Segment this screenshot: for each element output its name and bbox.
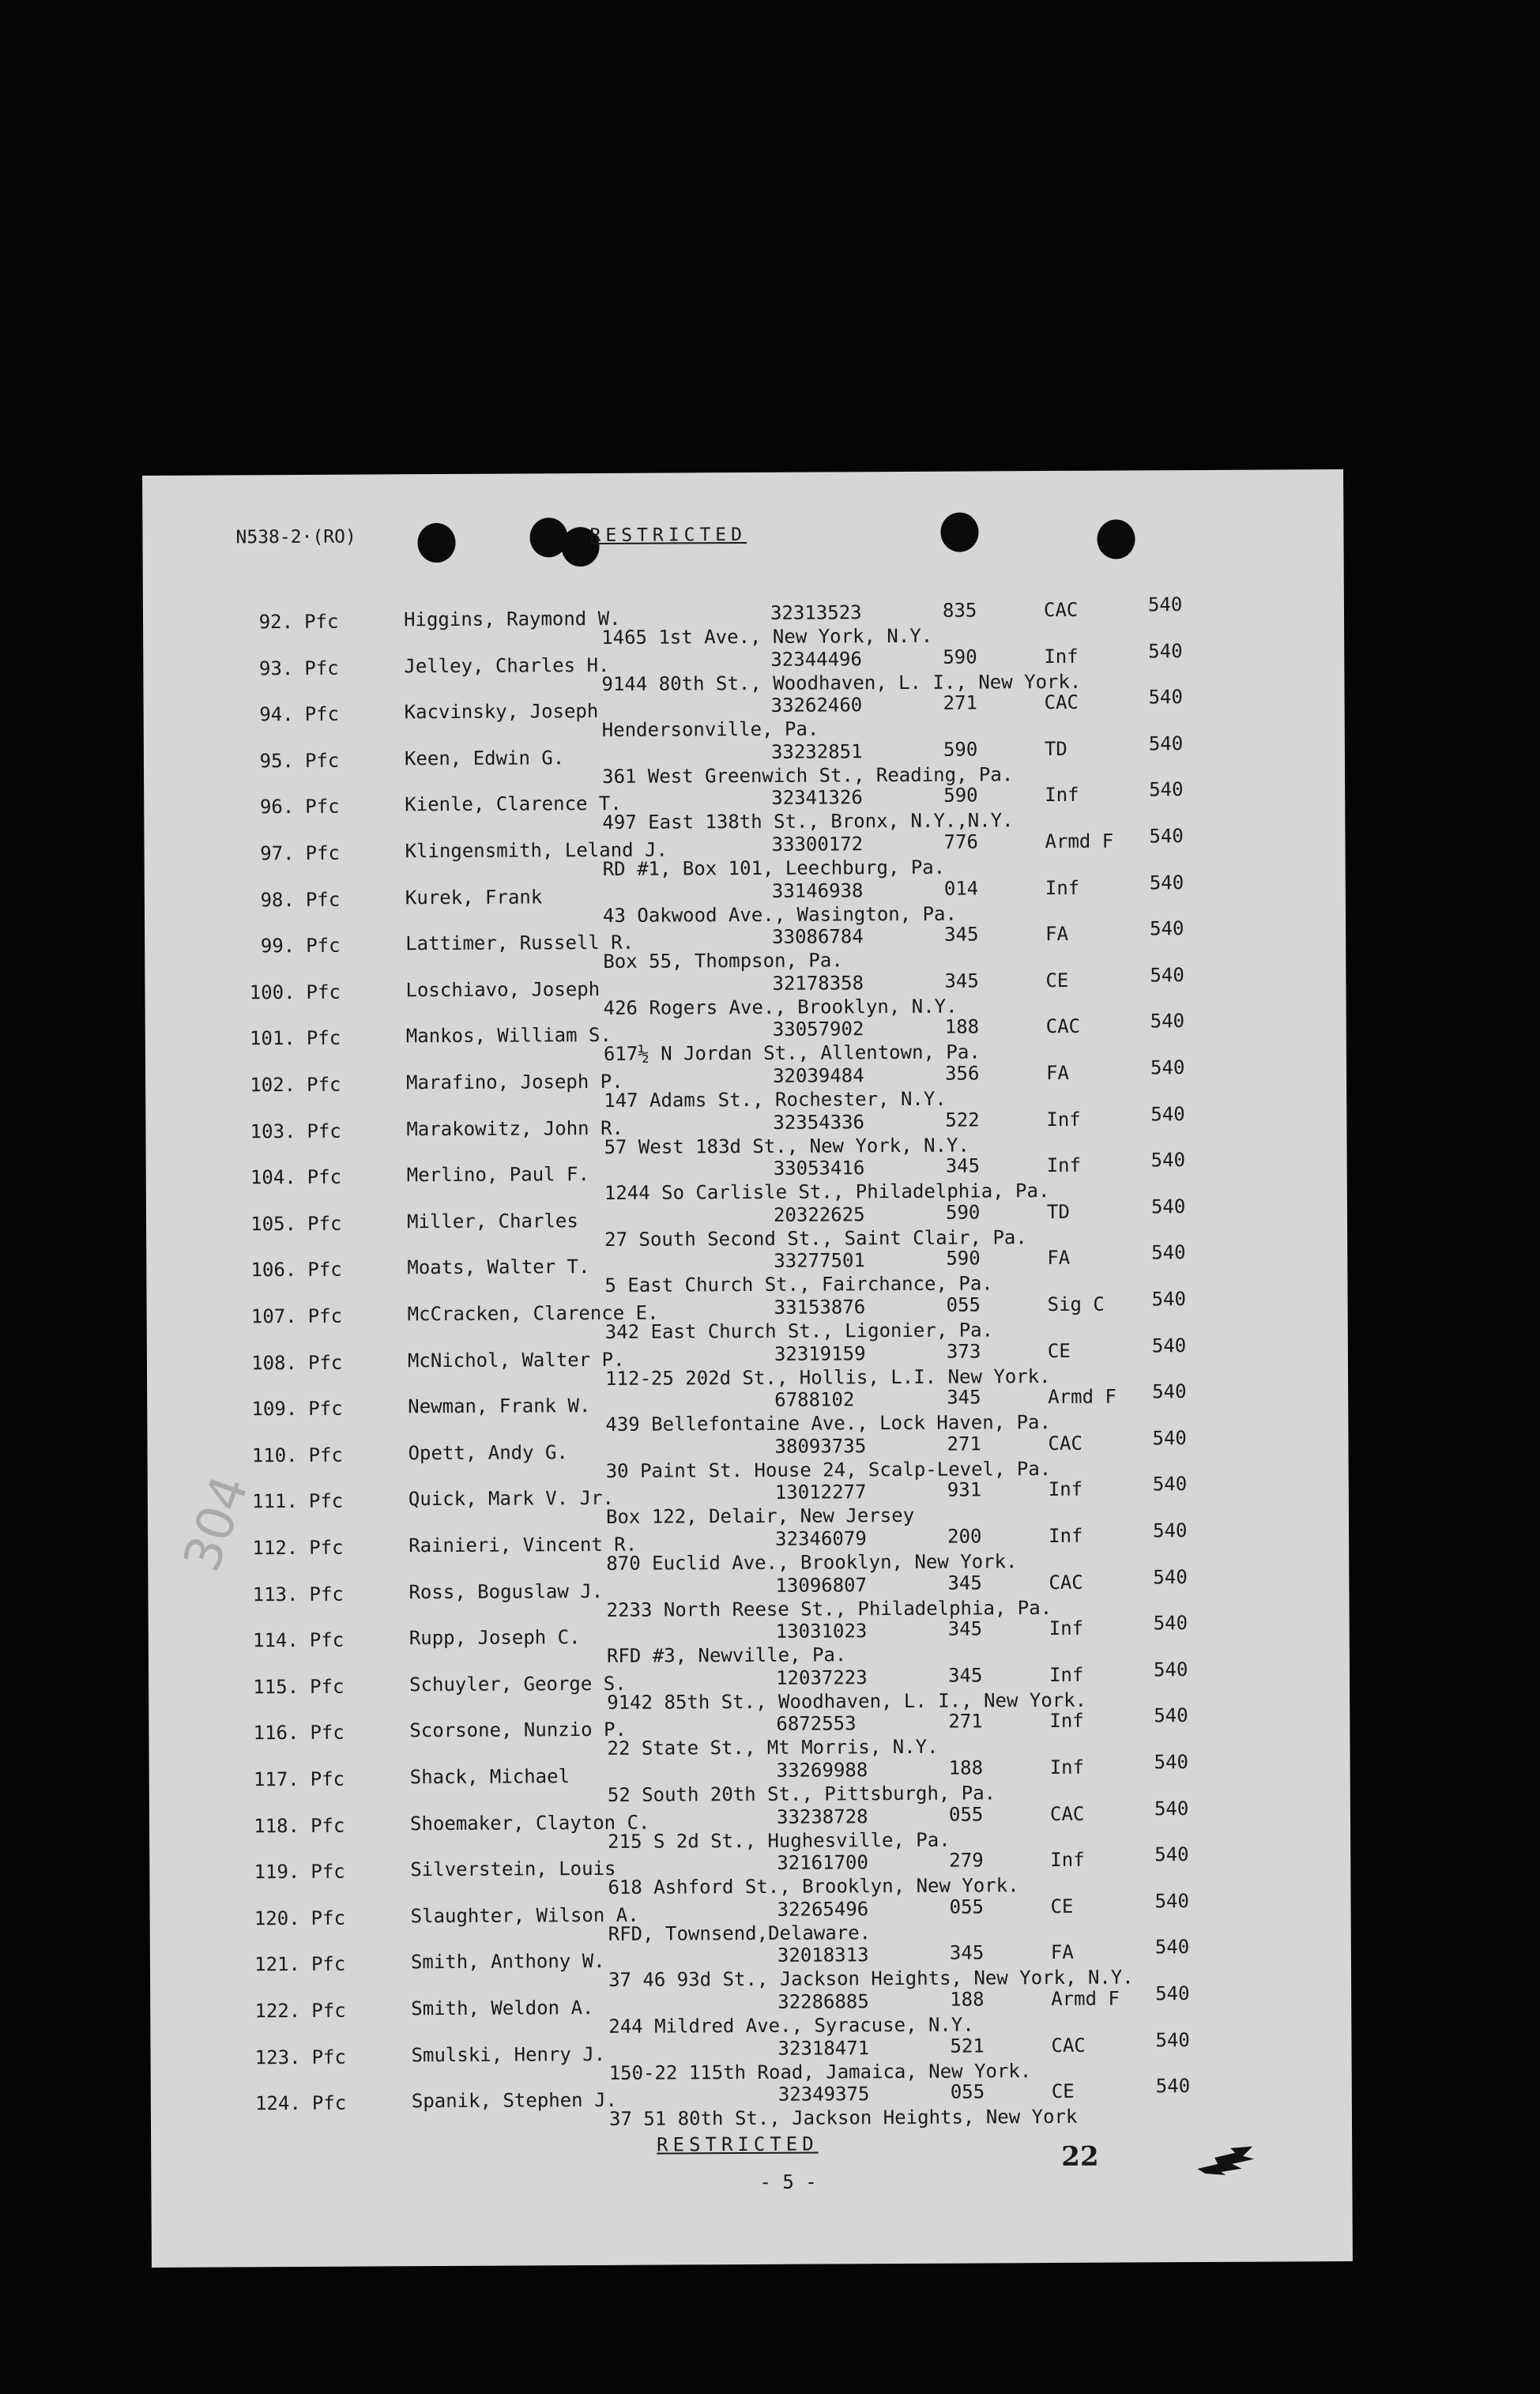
entry-rank: Pfc xyxy=(307,1165,342,1189)
form-number: N538-2·(RO) xyxy=(235,526,356,548)
entry-rank: Pfc xyxy=(311,1907,346,1929)
entry-rank: Pfc xyxy=(309,1628,345,1652)
entry-arm: CE xyxy=(1045,969,1069,992)
entry-mos: 835 xyxy=(942,599,977,622)
entry-arm: Inf xyxy=(1048,1478,1083,1501)
entry-name: Loschiavo, Joseph xyxy=(405,977,601,1002)
entry-address: 27 South Second St., Saint Clair, Pa. xyxy=(604,1225,1027,1251)
entry-arm: Armd F xyxy=(1045,830,1114,853)
entry-mos: 279 xyxy=(949,1849,984,1872)
entry-rank: Pfc xyxy=(307,1259,342,1282)
entry-serial: 33086784 xyxy=(772,925,864,949)
entry-arm: Inf xyxy=(1046,1108,1081,1131)
entry-serial: 32341326 xyxy=(771,786,863,810)
entry-mos: 014 xyxy=(943,877,979,900)
entry-mos: 345 xyxy=(944,923,979,946)
entry-serial: 33262460 xyxy=(770,694,863,717)
entry-address: 617½ N Jordan St., Allentown, Pa. xyxy=(603,1041,981,1066)
entry-code: 540 xyxy=(1152,1426,1187,1450)
entry-num: 96. xyxy=(259,796,295,819)
entry-mos: 345 xyxy=(947,1617,983,1640)
entry-address: 244 Mildred Ave., Syracuse, N.Y. xyxy=(608,2013,974,2038)
entry-name: Mankos, William S. xyxy=(405,1024,612,1048)
entry-serial: 32313523 xyxy=(770,601,862,624)
entry-code: 540 xyxy=(1154,1936,1190,1959)
entry-serial: 32349375 xyxy=(778,2083,870,2106)
classification-header: RESTRICTED xyxy=(589,524,747,547)
entry-arm: FA xyxy=(1045,923,1069,946)
entry-code: 540 xyxy=(1151,1334,1187,1357)
entry-serial: 32286885 xyxy=(778,1990,869,2013)
entry-mos: 345 xyxy=(947,1572,982,1594)
entry-mos: 931 xyxy=(947,1478,982,1502)
entry-name: Moats, Walter T. xyxy=(407,1255,590,1279)
entry-code: 540 xyxy=(1155,1982,1190,2005)
entry-name: Schuyler, George S. xyxy=(409,1672,627,1696)
entry-arm: CAC xyxy=(1044,691,1079,714)
entry-serial: 13096807 xyxy=(775,1573,868,1597)
entry-code: 540 xyxy=(1153,1612,1188,1635)
entry-serial: 33153876 xyxy=(774,1296,866,1319)
entry-rank: Pfc xyxy=(307,1304,343,1327)
entry-name: McCracken, Clarence E. xyxy=(407,1301,659,1326)
entry-mos: 590 xyxy=(943,646,977,668)
entry-arm: TD xyxy=(1046,1200,1070,1223)
entry-arm: CAC xyxy=(1043,598,1079,622)
entry-mos: 055 xyxy=(950,2080,985,2103)
entry-rank: Pfc xyxy=(311,2091,347,2115)
entry-name: Silverstein, Louis xyxy=(410,1858,616,1881)
entry-name: Spanik, Stephen J. xyxy=(411,2089,618,2113)
entry-serial: 32265496 xyxy=(777,1898,869,1921)
entry-serial: 32354336 xyxy=(773,1110,865,1134)
entry-arm: Inf xyxy=(1049,1710,1084,1733)
entry-arm: FA xyxy=(1050,1941,1074,1964)
entry-name: Shack, Michael xyxy=(409,1765,570,1789)
entry-rank: Pfc xyxy=(303,610,339,633)
entry-name: Kienle, Clarence T. xyxy=(405,792,622,816)
entry-name: Opett, Andy G. xyxy=(408,1440,568,1465)
entry-code: 540 xyxy=(1150,1195,1186,1218)
entry-name: Marafino, Joseph P. xyxy=(406,1070,623,1094)
entry-arm: Inf xyxy=(1049,1756,1085,1779)
folio-number: 22 xyxy=(1061,2140,1099,2173)
entry-num: 113. xyxy=(252,1583,299,1605)
entry-serial: 33057902 xyxy=(772,1018,864,1041)
entry-serial: 32161700 xyxy=(777,1851,868,1875)
entry-mos: 356 xyxy=(944,1062,980,1085)
entry-mos: 188 xyxy=(948,1756,984,1779)
entry-code: 540 xyxy=(1150,1010,1185,1033)
entry-mos: 590 xyxy=(943,784,978,807)
entry-arm: Inf xyxy=(1046,1154,1082,1177)
entry-address: 150-22 115th Road, Jamaica, New York. xyxy=(608,2059,1032,2084)
entry-rank: Pfc xyxy=(308,1444,343,1466)
punch-hole xyxy=(1097,519,1135,559)
entry-rank: Pfc xyxy=(308,1397,343,1421)
entry-name: Kurek, Frank xyxy=(405,885,543,909)
entry-code: 540 xyxy=(1148,639,1183,662)
entry-code: 540 xyxy=(1150,1149,1186,1172)
entry-arm: Inf xyxy=(1044,645,1079,668)
entry-code: 540 xyxy=(1150,963,1184,987)
entry-num: 117. xyxy=(253,1767,299,1791)
entry-rank: Pfc xyxy=(304,749,340,772)
entry-num: 98. xyxy=(260,888,295,911)
entry-code: 540 xyxy=(1151,1288,1186,1311)
entry-rank: Pfc xyxy=(310,1767,345,1790)
entry-name: Lattimer, Russell R. xyxy=(405,931,634,955)
entry-address: 37 46 93d St., Jackson Heights, New York, N.Y. xyxy=(608,1966,1134,1992)
entry-serial: 12037223 xyxy=(775,1666,868,1689)
entry-address: 497 East 138th St., Bronx, N.Y.,N.Y. xyxy=(602,809,1014,834)
entry-address: 426 Rogers Ave., Brooklyn, N.Y. xyxy=(603,995,958,1019)
entry-mos: 590 xyxy=(945,1201,981,1224)
entry-code: 540 xyxy=(1154,1704,1188,1727)
entry-name: Shoemaker, Clayton C. xyxy=(409,1811,650,1835)
entry-rank: Pfc xyxy=(307,1120,341,1142)
entry-rank: Pfc xyxy=(304,657,339,679)
entry-mos: 521 xyxy=(950,2035,985,2057)
entry-serial: 13031023 xyxy=(775,1620,868,1643)
entry-address: 37 51 80th St., Jackson Heights, New York xyxy=(608,2106,1078,2131)
entry-rank: Pfc xyxy=(309,1583,344,1605)
entry-code: 540 xyxy=(1152,1380,1187,1403)
entry-arm: Inf xyxy=(1049,1617,1084,1640)
entry-arm: TD xyxy=(1044,737,1067,760)
entry-name: Marakowitz, John R. xyxy=(406,1116,624,1140)
entry-serial: 33277501 xyxy=(774,1249,865,1273)
entry-address: 22 State St., Mt Morris, N.Y. xyxy=(607,1736,939,1760)
entry-arm: CAC xyxy=(1045,1015,1081,1038)
entry-name: Jelley, Charles H. xyxy=(404,653,610,677)
entry-rank: Pfc xyxy=(308,1490,344,1513)
entry-name: Smith, Weldon A. xyxy=(411,1997,594,2020)
entry-arm: Inf xyxy=(1049,1524,1083,1548)
entry-num: 97. xyxy=(260,841,295,865)
entry-serial: 33053416 xyxy=(773,1157,865,1180)
entry-num: 116. xyxy=(253,1722,299,1745)
margin-note: 304 xyxy=(172,1468,261,1579)
entry-code: 540 xyxy=(1154,1797,1189,1820)
entry-code: 540 xyxy=(1152,1473,1188,1496)
entry-name: Higgins, Raymond W. xyxy=(403,607,621,631)
entry-mos: 345 xyxy=(949,1941,985,1965)
entry-address: 9142 85th St., Woodhaven, L. I., New York. xyxy=(607,1688,1087,1714)
entry-mos: 188 xyxy=(950,1988,985,2011)
entry-num: 106. xyxy=(250,1259,297,1282)
entry-serial: 32318471 xyxy=(778,2036,870,2060)
entry-address: 52 South 20th St., Pittsburgh, Pa. xyxy=(607,1782,996,1806)
entry-num: 105. xyxy=(250,1212,297,1236)
entry-num: 124. xyxy=(254,2092,301,2115)
entry-name: Smulski, Henry J. xyxy=(411,2042,606,2066)
classification-footer: RESTRICTED xyxy=(657,2132,819,2156)
entry-rank: Pfc xyxy=(306,934,341,958)
entry-mos: 522 xyxy=(945,1109,980,1131)
entry-arm: CE xyxy=(1047,1339,1071,1362)
entry-num: 93. xyxy=(258,657,294,679)
entry-mos: 200 xyxy=(947,1525,982,1548)
entry-code: 540 xyxy=(1154,1889,1189,1913)
entry-name: Miller, Charles xyxy=(406,1209,578,1233)
entry-rank: Pfc xyxy=(311,1953,346,1976)
entry-rank: Pfc xyxy=(310,1722,345,1745)
entry-code: 540 xyxy=(1153,1519,1188,1542)
entry-name: Quick, Mark V. Jr. xyxy=(408,1487,615,1511)
entry-mos: 373 xyxy=(946,1340,981,1363)
entry-rank: Pfc xyxy=(310,1675,345,1698)
entry-arm: FA xyxy=(1047,1247,1071,1270)
entry-num: 104. xyxy=(250,1166,296,1189)
entry-rank: Pfc xyxy=(309,1536,344,1559)
entry-address: 870 Euclid Ave., Brooklyn, New York. xyxy=(606,1550,1018,1575)
entry-address: Hendersonville, Pa. xyxy=(601,717,819,742)
entry-code: 540 xyxy=(1147,593,1183,616)
entry-num: 92. xyxy=(258,610,294,634)
page-number: - 5 - xyxy=(759,2170,817,2193)
entry-arm: CE xyxy=(1050,1895,1074,1918)
entry-name: Keen, Edwin G. xyxy=(404,746,565,770)
entry-serial: 32018313 xyxy=(777,1944,869,1967)
entry-num: 108. xyxy=(251,1351,298,1374)
entry-address: Box 55, Thompson, Pa. xyxy=(603,949,843,973)
entry-num: 115. xyxy=(253,1675,299,1699)
entry-num: 101. xyxy=(249,1027,296,1050)
entry-arm: CAC xyxy=(1051,2034,1086,2057)
entry-name: Smith, Anthony W. xyxy=(410,1950,605,1974)
entry-address: 147 Adams St., Rochester, N.Y. xyxy=(604,1087,947,1112)
entry-code: 540 xyxy=(1154,1843,1189,1866)
entry-num: 102. xyxy=(250,1073,296,1097)
entry-code: 540 xyxy=(1149,871,1184,894)
entry-code: 540 xyxy=(1149,778,1184,801)
entry-arm: Sig C xyxy=(1047,1293,1105,1316)
entry-arm: Inf xyxy=(1049,1663,1084,1686)
entry-code: 540 xyxy=(1148,686,1183,709)
entry-address: Box 122, Delair, New Jersey xyxy=(605,1504,915,1529)
entry-address: 30 Paint St. House 24, Scalp-Level, Pa. xyxy=(605,1457,1052,1482)
entry-num: 99. xyxy=(260,935,296,958)
entry-code: 540 xyxy=(1155,2075,1191,2098)
entry-name: McNichol, Walter P. xyxy=(407,1348,625,1372)
entry-num: 111. xyxy=(252,1490,298,1513)
entry-serial: 32178358 xyxy=(772,972,864,995)
entry-num: 109. xyxy=(251,1398,298,1421)
entry-mos: 345 xyxy=(947,1664,983,1687)
entry-arm: CAC xyxy=(1048,1432,1083,1455)
entry-num: 114. xyxy=(252,1629,299,1652)
entry-code: 540 xyxy=(1149,825,1184,848)
entry-address: RFD #3, Newville, Pa. xyxy=(606,1643,847,1668)
entry-code: 540 xyxy=(1148,732,1184,755)
entry-mos: 271 xyxy=(947,1432,981,1455)
entry-num: 94. xyxy=(259,703,294,726)
entry-mos: 055 xyxy=(949,1895,985,1918)
entry-serial: 32039484 xyxy=(772,1064,864,1087)
entry-code: 540 xyxy=(1151,1241,1186,1264)
entry-rank: Pfc xyxy=(311,2046,346,2068)
entry-name: Kacvinsky, Joseph xyxy=(404,700,599,724)
entry-arm: Inf xyxy=(1045,876,1080,899)
entry-rank: Pfc xyxy=(307,1212,342,1235)
entry-num: 95. xyxy=(259,749,295,773)
entry-serial: 6788102 xyxy=(774,1388,855,1412)
entry-num: 100. xyxy=(249,981,296,1004)
entry-mos: 271 xyxy=(943,691,978,714)
entry-address: 1244 So Carlisle St., Philadelphia, Pa. xyxy=(604,1180,1050,1205)
entry-mos: 055 xyxy=(946,1293,981,1316)
entry-arm: CAC xyxy=(1049,1802,1085,1825)
entry-name: Rainieri, Vincent R. xyxy=(409,1533,638,1557)
entry-mos: 345 xyxy=(944,969,979,992)
entry-num: 122. xyxy=(254,1999,301,2023)
entry-mos: 590 xyxy=(946,1247,981,1270)
entry-num: 120. xyxy=(254,1907,300,1930)
punch-hole xyxy=(417,523,455,563)
entry-code: 540 xyxy=(1155,2028,1190,2051)
roster-entry xyxy=(151,2075,1352,2139)
entry-name: Slaughter, Wilson A. xyxy=(410,1903,639,1928)
entry-code: 540 xyxy=(1150,1056,1185,1079)
entry-serial: 13012277 xyxy=(774,1481,867,1504)
entry-address: 361 West Greenwich St., Reading, Pa. xyxy=(602,763,1014,788)
entry-rank: Pfc xyxy=(311,1860,345,1884)
entry-serial: 33269988 xyxy=(776,1759,868,1782)
entry-serial: 20322625 xyxy=(773,1203,865,1226)
entry-serial: 32344496 xyxy=(770,647,862,671)
entry-serial: 33300172 xyxy=(771,833,864,856)
entry-address: 112-25 202d St., Hollis, L.I. New York. xyxy=(604,1365,1051,1390)
entry-code: 540 xyxy=(1150,1102,1185,1125)
entry-name: Merlino, Paul F. xyxy=(406,1163,589,1187)
entry-serial: 33146938 xyxy=(771,879,864,902)
entry-mos: 776 xyxy=(943,830,978,853)
entry-address: 1465 1st Ave., New York, N.Y. xyxy=(601,624,933,649)
entry-code: 540 xyxy=(1154,1751,1189,1774)
entry-num: 123. xyxy=(254,2046,301,2068)
entry-arm: Inf xyxy=(1045,784,1079,807)
entry-name: Klingensmith, Leland J. xyxy=(405,838,668,863)
entry-arm: Inf xyxy=(1050,1848,1085,1872)
entry-num: 107. xyxy=(250,1304,297,1328)
entry-address: RD #1, Box 101, Leechburg, Pa. xyxy=(602,856,946,880)
entry-rank: Pfc xyxy=(305,796,340,819)
entry-address: 215 S 2d St., Hughesville, Pa. xyxy=(608,1828,951,1853)
entry-rank: Pfc xyxy=(305,841,341,864)
entry-serial: 6872553 xyxy=(776,1712,857,1736)
entry-address: 5 East Church St., Fairchance, Pa. xyxy=(604,1272,993,1297)
entry-num: 119. xyxy=(254,1861,300,1884)
entry-mos: 188 xyxy=(944,1015,980,1039)
entry-serial: 33238728 xyxy=(776,1805,868,1828)
entry-address: 57 West 183d St., New York, N.Y. xyxy=(604,1134,970,1158)
entry-arm: CE xyxy=(1051,2080,1075,2103)
handwritten-mark-icon xyxy=(1194,2145,1257,2177)
entry-mos: 345 xyxy=(945,1154,981,1177)
entry-arm: Armd F xyxy=(1048,1385,1116,1409)
entry-rank: Pfc xyxy=(310,1814,345,1837)
entry-address: 618 Ashford St., Brooklyn, New York. xyxy=(608,1874,1019,1899)
entry-num: 121. xyxy=(254,1953,301,1976)
entry-mos: 271 xyxy=(948,1710,983,1733)
entry-arm: CAC xyxy=(1049,1571,1083,1594)
entry-serial: 38093735 xyxy=(774,1435,867,1458)
entry-arm: Armd F xyxy=(1051,1987,1120,2010)
entry-rank: Pfc xyxy=(304,702,340,726)
entry-name: Scorsone, Nunzio P. xyxy=(409,1718,627,1742)
entry-address: 439 Bellefontaine Ave., Lock Haven, Pa. xyxy=(605,1411,1051,1436)
entry-mos: 590 xyxy=(943,738,978,761)
entry-address: 2233 North Reese St., Philadelphia, Pa. xyxy=(606,1596,1052,1621)
entry-num: 110. xyxy=(251,1444,298,1467)
entry-address: RFD, Townsend,Delaware. xyxy=(608,1921,872,1945)
entry-serial: 32319159 xyxy=(774,1342,866,1365)
punch-hole xyxy=(940,512,978,551)
entry-rank: Pfc xyxy=(307,1351,343,1374)
entry-mos: 345 xyxy=(947,1386,981,1409)
entry-code: 540 xyxy=(1153,1658,1188,1681)
document-page xyxy=(142,469,1353,2268)
entry-address: 342 East Church St., Ligonier, Pa. xyxy=(604,1319,994,1343)
entry-name: Newman, Frank W. xyxy=(408,1395,591,1418)
entry-arm: FA xyxy=(1045,1061,1070,1085)
entry-address: 43 Oakwood Ave., Wasington, Pa. xyxy=(602,902,957,927)
entry-num: 112. xyxy=(252,1536,299,1560)
entry-rank: Pfc xyxy=(311,1999,346,2022)
entry-rank: Pfc xyxy=(305,888,341,911)
entry-address: 9144 80th St., Woodhaven, L. I., New York. xyxy=(601,670,1082,695)
entry-rank: Pfc xyxy=(306,981,341,1003)
entry-name: Rupp, Joseph C. xyxy=(409,1626,581,1650)
entry-rank: Pfc xyxy=(307,1073,341,1096)
entry-num: 118. xyxy=(254,1814,300,1837)
entry-mos: 055 xyxy=(948,1803,984,1826)
entry-rank: Pfc xyxy=(306,1027,341,1050)
entry-code: 540 xyxy=(1153,1565,1188,1588)
entry-code: 540 xyxy=(1150,917,1184,940)
entry-num: 103. xyxy=(250,1120,296,1142)
entry-serial: 32346079 xyxy=(775,1527,867,1550)
entry-name: Ross, Boguslaw J. xyxy=(409,1579,604,1603)
entry-serial: 33232851 xyxy=(770,740,863,763)
